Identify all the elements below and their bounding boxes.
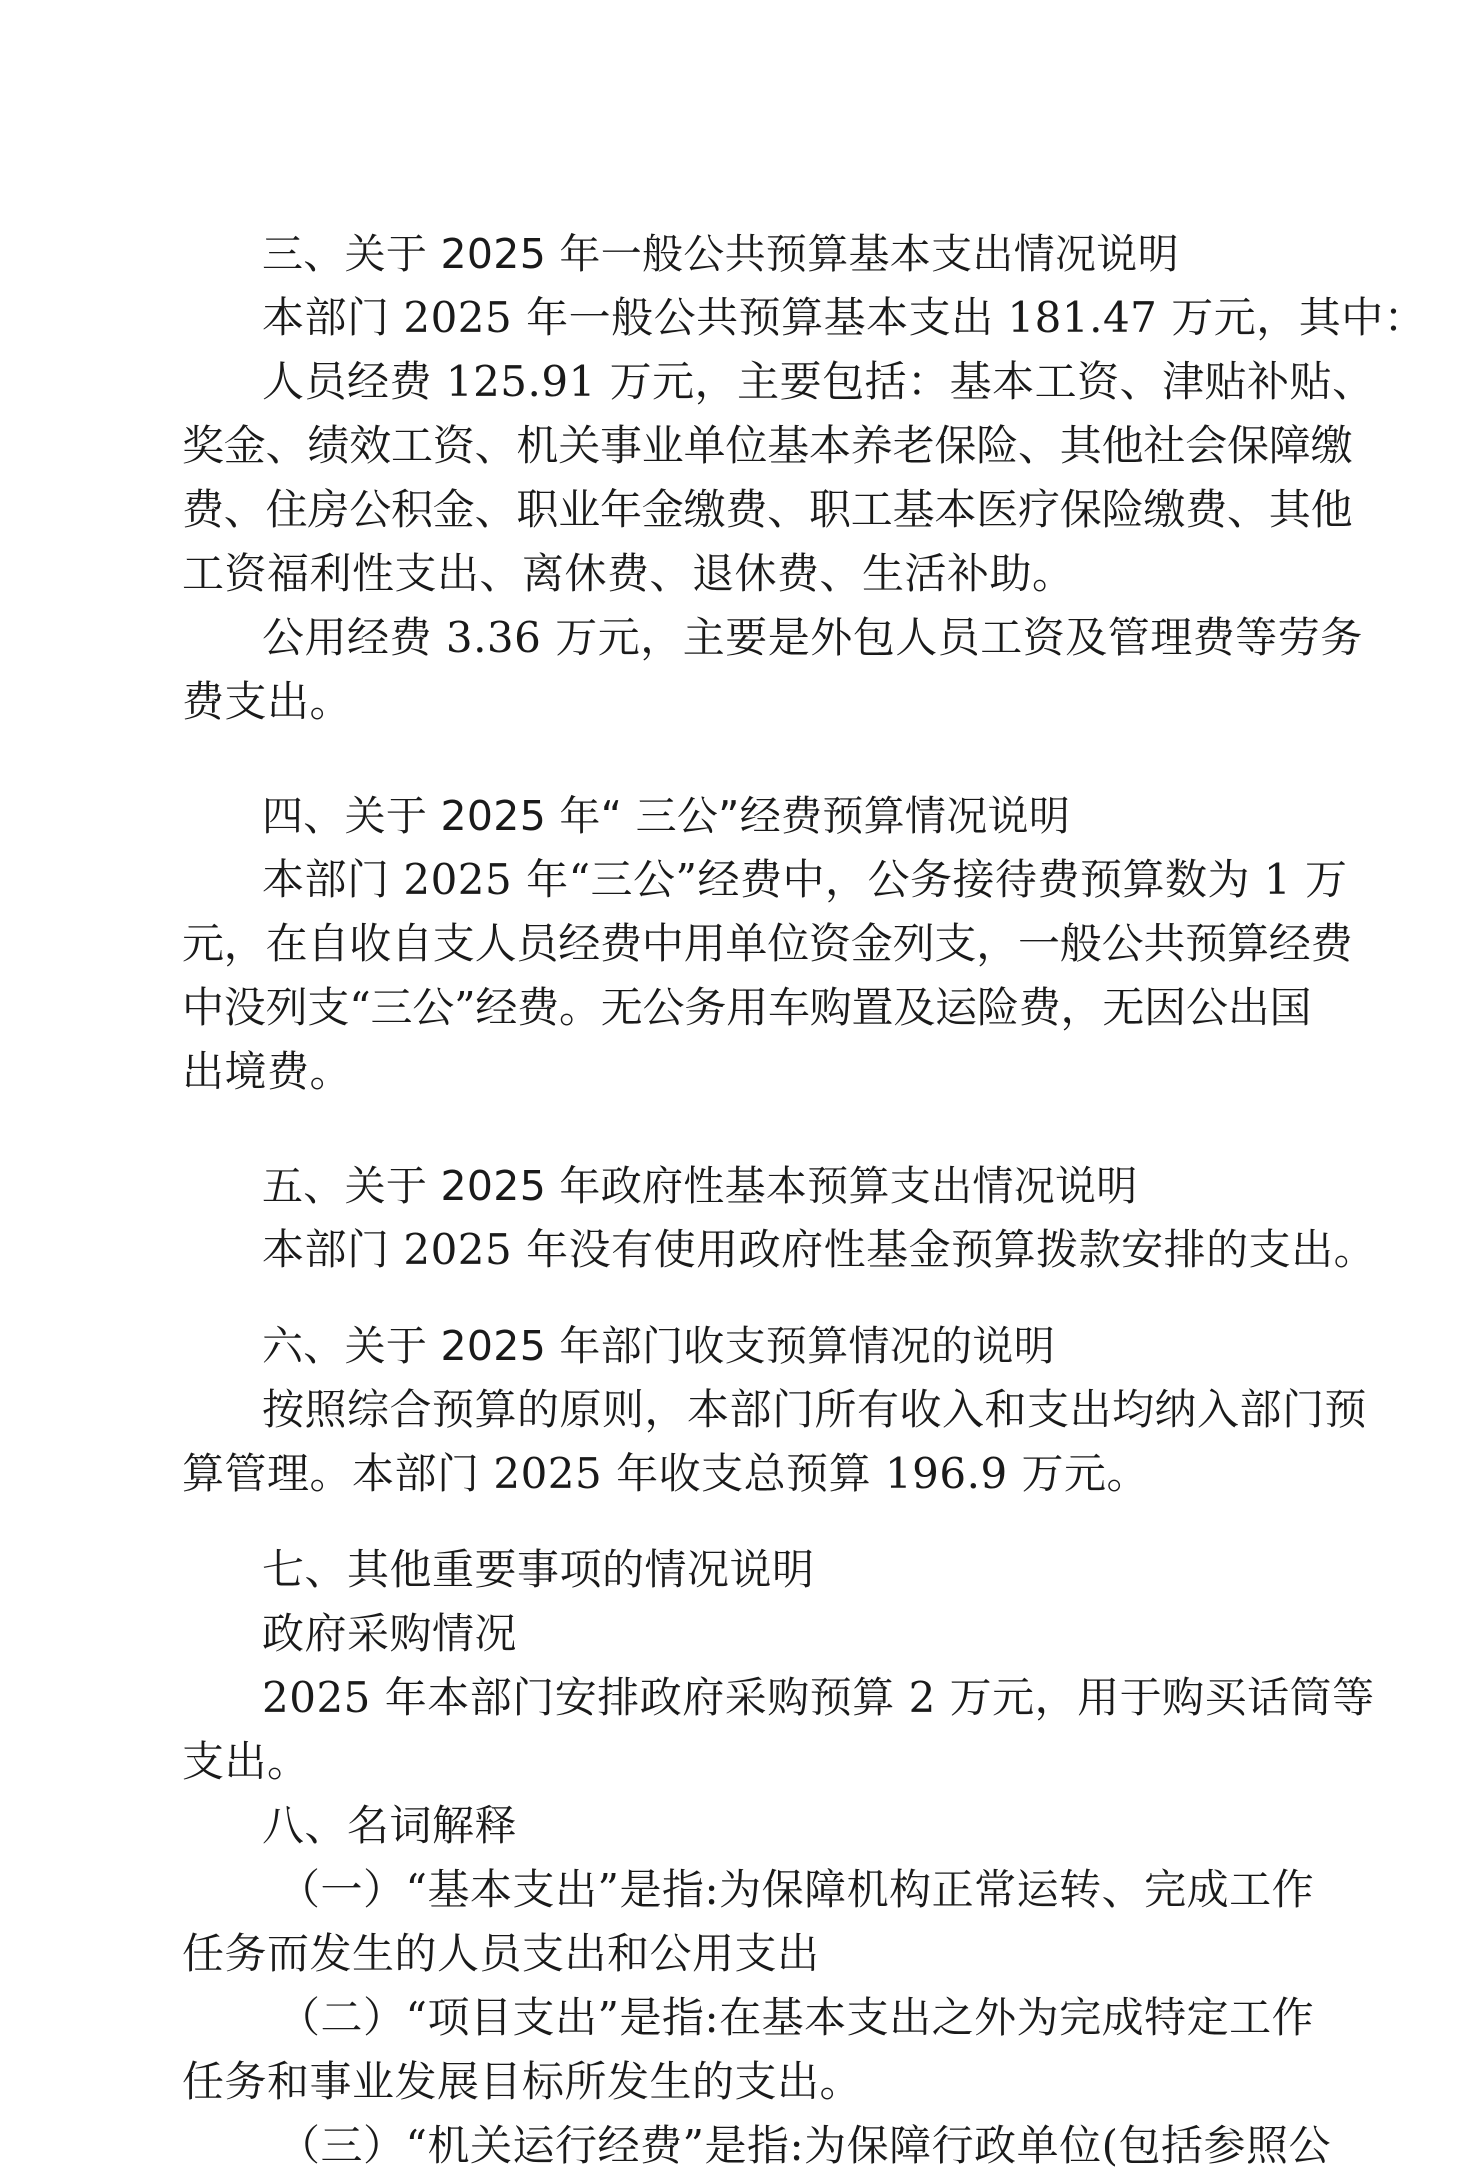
paragraph-line: 本部门 2025 年一般公共预算基本支出 181.47 万元，其中： (262, 293, 1427, 342)
paragraph-line: 费支出。 (182, 677, 353, 726)
definition-line: （二）“项目支出”是指:在基本支出之外为完成特定工作 (278, 1993, 1315, 2042)
paragraph-line: 按照综合预算的原则，本部门所有收入和支出均纳入部门预 (262, 1385, 1368, 1434)
paragraph-line: 本部门 2025 年没有使用政府性基金预算拨款安排的支出。 (262, 1225, 1377, 1274)
section-heading-5: 五、关于 2025 年政府性基本预算支出情况说明 (262, 1162, 1138, 1210)
paragraph-line: 出境费。 (182, 1047, 353, 1096)
paragraph-line: 中没列支“三公”经费。无公务用车购置及运险费，无因公出国 (182, 983, 1312, 1032)
section-heading-3: 三、关于 2025 年一般公共预算基本支出情况说明 (262, 230, 1179, 278)
paragraph-line: 支出。 (182, 1737, 310, 1786)
paragraph-line: 费、住房公积金、职业年金缴费、职工基本医疗保险缴费、其他 (182, 485, 1353, 534)
paragraph-line: 公用经费 3.36 万元，主要是外包人员工资及管理费等劳务 (262, 613, 1363, 662)
paragraph-line: 人员经费 125.91 万元，主要包括：基本工资、津贴补贴、 (262, 357, 1375, 406)
subheading: 政府采购情况 (262, 1609, 518, 1658)
paragraph-line: 元，在自收自支人员经费中用单位资金列支，一般公共预算经费 (182, 919, 1353, 968)
section-heading-6: 六、关于 2025 年部门收支预算情况的说明 (262, 1322, 1056, 1370)
paragraph-line: 奖金、绩效工资、机关事业单位基本养老保险、其他社会保障缴 (182, 421, 1353, 470)
section-heading-4: 四、关于 2025 年“ 三公”经费预算情况说明 (262, 792, 1071, 840)
definition-line: 任务和事业发展目标所发生的支出。 (182, 2057, 863, 2106)
paragraph-line: 本部门 2025 年“三公”经费中，公务接待费预算数为 1 万 (262, 855, 1348, 904)
section-heading-7: 七、其他重要事项的情况说明 (262, 1545, 815, 1594)
definition-line: （三）“机关运行经费”是指:为保障行政单位(包括参照公 (278, 2121, 1331, 2170)
paragraph-line: 2025 年本部门安排政府采购预算 2 万元，用于购买话筒等 (262, 1673, 1375, 1722)
paragraph-line: 工资福利性支出、离休费、退休费、生活补助。 (182, 549, 1075, 598)
definition-line: 任务而发生的人员支出和公用支出 (182, 1929, 820, 1978)
definition-line: （一）“基本支出”是指:为保障机构正常运转、完成工作 (278, 1865, 1315, 1914)
paragraph-line: 算管理。本部门 2025 年收支总预算 196.9 万元。 (182, 1449, 1150, 1498)
section-heading-8: 八、名词解释 (262, 1801, 518, 1850)
document-page (182, 222, 1427, 2178)
